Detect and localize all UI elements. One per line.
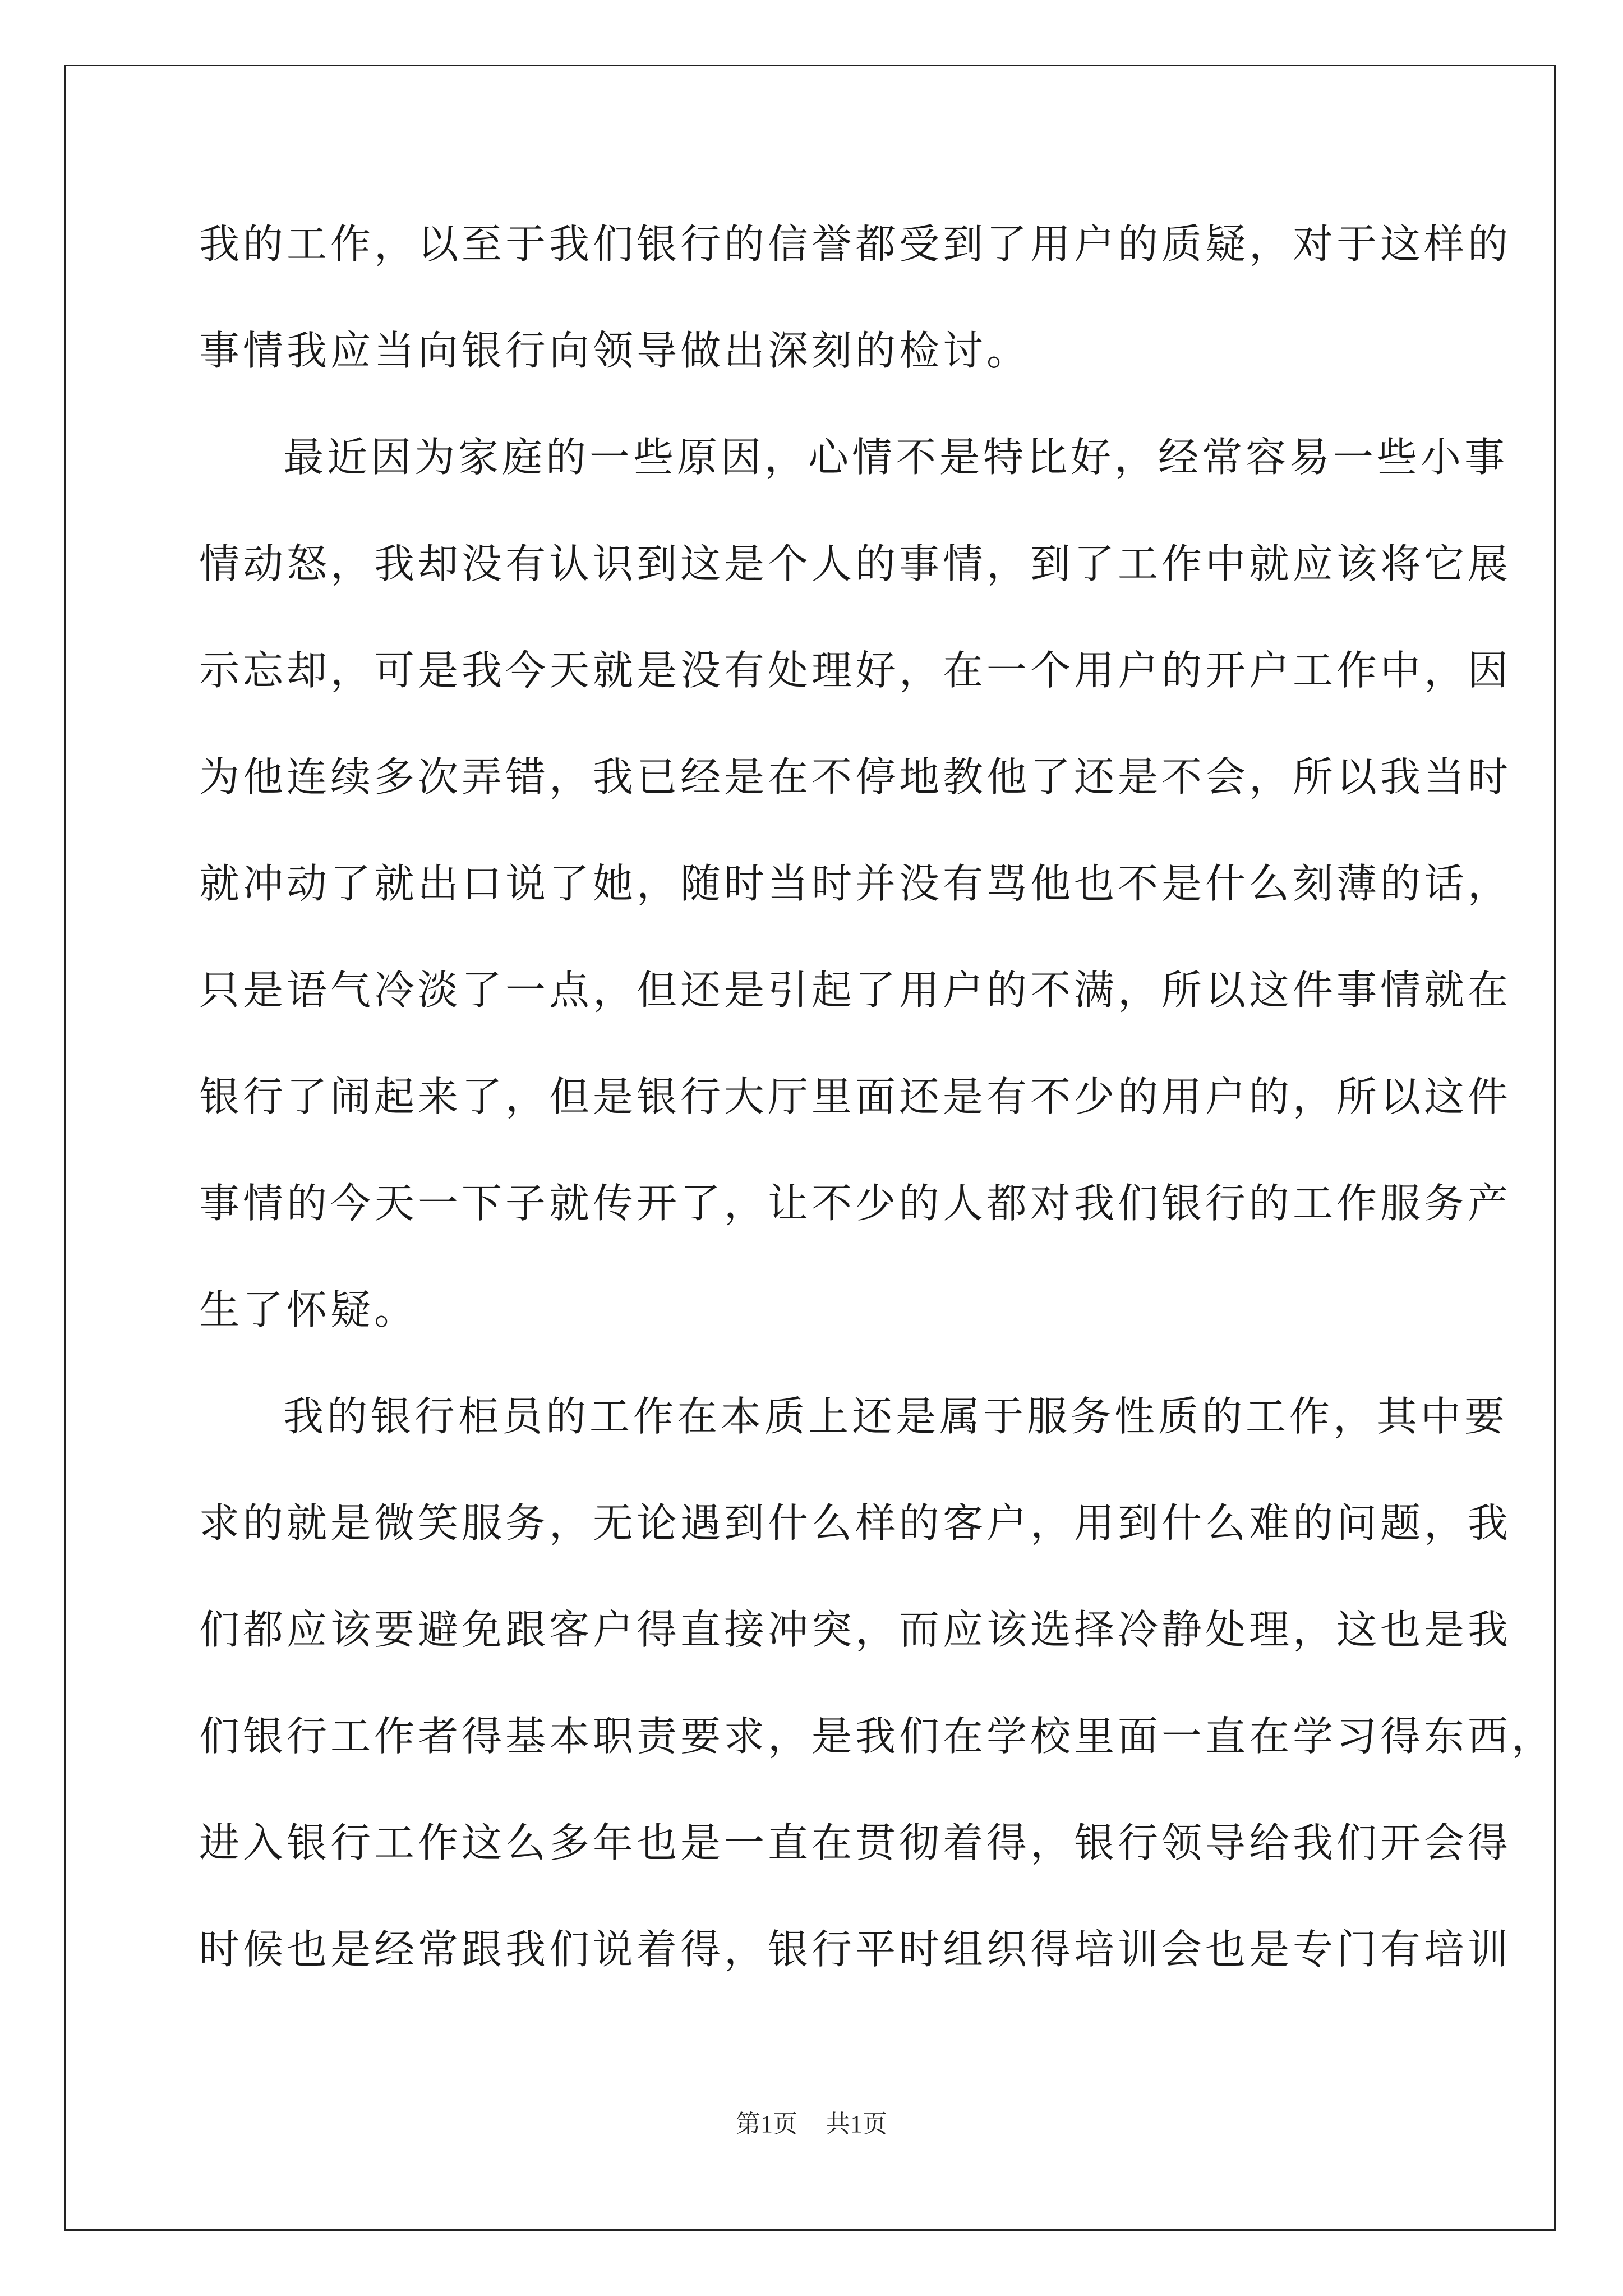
document-body: [199, 213, 1556, 2025]
text-line: 就冲动了就出口说了她，随时当时并没有骂他也不是什么刻薄的话，: [199, 860, 1512, 907]
text-line: 事情的今天一下子就传开了，让不少的人都对我们银行的工作服务产: [199, 1180, 1512, 1227]
text-line: 们都应该要避免跟客户得直接冲突，而应该选择冷静处理，这也是我: [199, 1606, 1512, 1653]
text-line: 生了怀疑。: [199, 1286, 418, 1333]
text-line: 我的工作，以至于我们银行的信誉都受到了用户的质疑，对于这样的: [199, 220, 1512, 268]
page-total: 共1页: [826, 2110, 887, 2138]
page-footer: [0, 2104, 1623, 2139]
paragraph-start-line: 我的银行柜员的工作在本质上还是属于服务性质的工作，其中要: [283, 1393, 1509, 1440]
text-line: 时候也是经常跟我们说着得，银行平时组织得培训会也是专门有培训: [199, 1926, 1512, 1973]
page-number: 第1页: [736, 2110, 797, 2138]
text-line: 求的就是微笑服务，无论遇到什么样的客户，用到什么难的问题，我: [199, 1499, 1512, 1547]
text-line: 只是语气冷淡了一点，但还是引起了用户的不满，所以这件事情就在: [199, 967, 1512, 1014]
text-line: 进入银行工作这么多年也是一直在贯彻着得，银行领导给我们开会得: [199, 1819, 1512, 1866]
text-line: 为他连续多次弄错，我已经是在不停地教他了还是不会，所以我当时: [199, 753, 1512, 800]
text-line: 情动怒，我却没有认识到这是个人的事情，到了工作中就应该将它展: [199, 540, 1512, 587]
text-line: 示忘却，可是我今天就是没有处理好，在一个用户的开户工作中，因: [199, 647, 1512, 694]
paragraph-start-line: 最近因为家庭的一些原因，心情不是特比好，经常容易一些小事: [283, 434, 1509, 481]
text-line: 事情我应当向银行向领导做出深刻的检讨。: [199, 327, 1031, 374]
text-line: 银行了闹起来了，但是银行大厅里面还是有不少的用户的，所以这件: [199, 1073, 1512, 1120]
text-line: 们银行工作者得基本职责要求，是我们在学校里面一直在学习得东西，: [199, 1713, 1556, 1760]
